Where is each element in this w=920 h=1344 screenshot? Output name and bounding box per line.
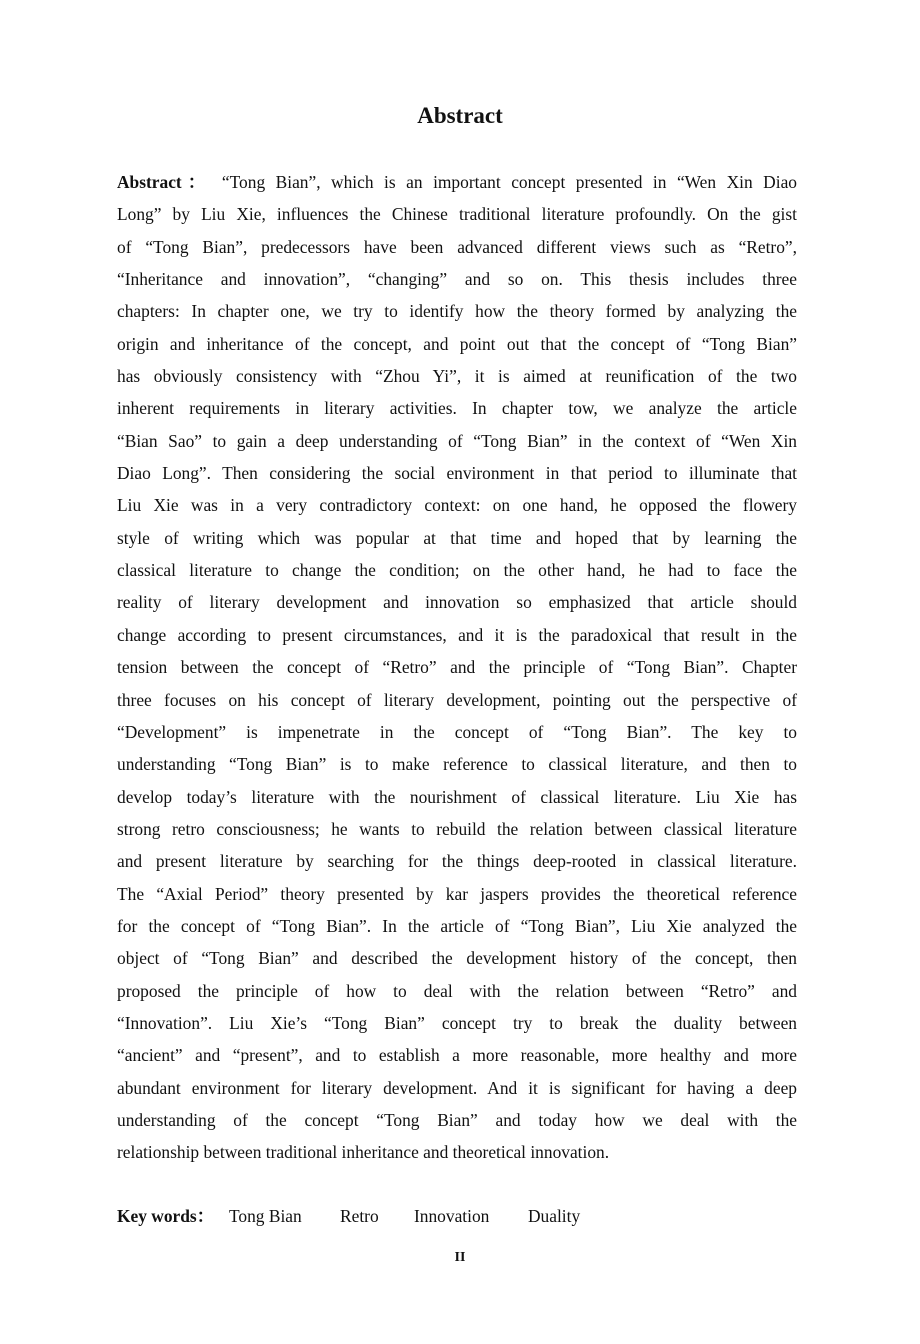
keyword: Duality	[528, 1206, 581, 1226]
abstract-line: “Development” is impenetrate in the concept of “Tong Bian”. The key to	[117, 721, 797, 742]
keyword: Innovation	[414, 1206, 490, 1226]
abstract-heading: Abstract	[417, 103, 503, 128]
abstract-line: three focuses on his concept of literary development, pointing out the perspective of	[117, 689, 797, 710]
keyword: Tong Bian	[229, 1206, 302, 1226]
abstract-line: “Inheritance and innovation”, “changing” and so on. This thesis includes three	[117, 269, 797, 290]
abstract-line: understanding of the concept “Tong Bian” and today how we deal with the	[117, 1109, 797, 1130]
abstract-line: has obviously consistency with “Zhou Yi”, it is aimed at reunification of the two	[117, 366, 797, 387]
abstract-line	[117, 166, 797, 198]
abstract-line: The “Axial Period” theory presented by kar jaspers provides the theoretical reference	[117, 883, 797, 904]
abstract-line: relationship between traditional inheritance and theoretical innovation.	[117, 1142, 610, 1163]
abstract-line: of “Tong Bian”, predecessors have been advanced different views such as “Retro”,	[117, 236, 797, 257]
abstract-line: object of “Tong Bian” and described the development history of the concept, then	[117, 948, 797, 969]
abstract-line: style of writing which was popular at that time and hoped that by learning the	[117, 527, 797, 548]
abstract-line: Diao Long”. Then considering the social environment in that period to illuminate that	[117, 463, 797, 484]
abstract-line: “Bian Sao” to gain a deep understanding of “Tong Bian” in the context of “Wen Xin	[117, 430, 797, 451]
abstract-line: chapters: In chapter one, we try to identify how the theory formed by analyzing the	[117, 301, 797, 322]
abstract-line: “Innovation”. Liu Xie’s “Tong Bian” concept try to break the duality between	[117, 1012, 797, 1033]
page-number: II	[454, 1250, 466, 1265]
abstract-line: proposed the principle of how to deal with the relation between “Retro” and	[117, 980, 797, 1001]
abstract-line: Liu Xie was in a very contradictory context: on one hand, he opposed the flowery	[117, 495, 797, 516]
abstract-line: change according to present circumstances, and it is the paradoxical that result in the	[117, 624, 797, 645]
abstract-label: Abstract：	[117, 172, 212, 192]
abstract-line: “ancient” and “present”, and to establish a more reasonable, more healthy and more	[117, 1045, 797, 1066]
keyword: Retro	[340, 1206, 379, 1226]
abstract-line: understanding “Tong Bian” is to make reference to classical literature, and then to	[117, 754, 797, 775]
abstract-line: strong retro consciousness; he wants to rebuild the relation between classical literature	[117, 818, 797, 839]
abstract-line: abundant environment for literary development. And it is significant for having a deep	[117, 1077, 797, 1098]
abstract-line: origin and inheritance of the concept, and point out that the concept of “Tong Bian”	[117, 333, 797, 354]
abstract-line: tension between the concept of “Retro” and the principle of “Tong Bian”. Chapter	[117, 657, 797, 678]
abstract-line: for the concept of “Tong Bian”. In the article of “Tong Bian”, Liu Xie analyzed the	[117, 915, 797, 936]
abstract-line: inherent requirements in literary activities. In chapter tow, we analyze the article	[117, 398, 797, 419]
abstract-line: develop today’s literature with the nourishment of classical literature. Liu Xie has	[117, 786, 797, 807]
abstract-line: reality of literary development and innovation so emphasized that article should	[117, 592, 797, 613]
abstract-line: Long” by Liu Xie, influences the Chinese traditional literature profoundly. On the gist	[117, 204, 797, 225]
abstract-body	[117, 166, 797, 1169]
abstract-line: and present literature by searching for the things deep-rooted in classical literature.	[117, 851, 797, 872]
keywords-label: Key words：	[117, 1206, 215, 1226]
abstract-line: classical literature to change the condition; on the other hand, he had to face the	[117, 560, 797, 581]
keywords	[117, 1204, 581, 1228]
abstract-line-text: “Tong Bian”, which is an important concept presented in “Wen Xin Diao	[211, 172, 797, 192]
